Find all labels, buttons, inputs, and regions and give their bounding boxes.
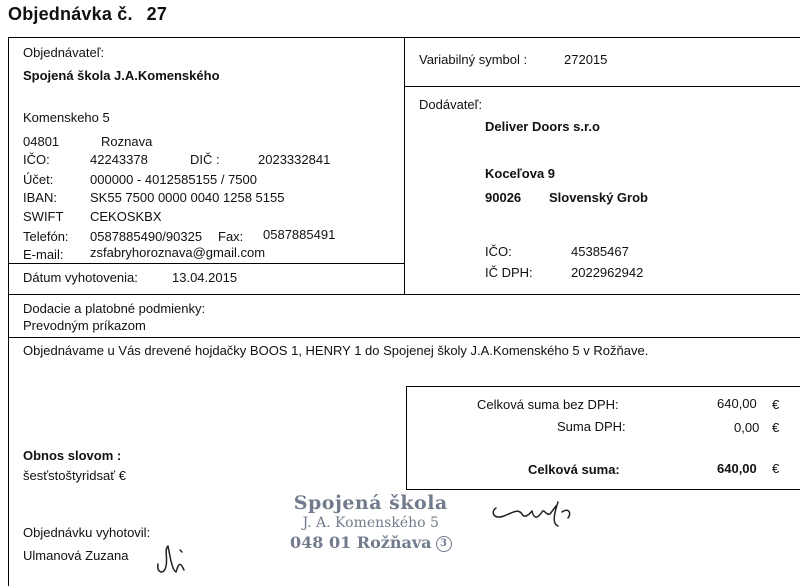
vat-currency: €: [772, 420, 780, 435]
page-title: [8, 4, 167, 25]
signature-preparer: [152, 536, 192, 580]
buyer-iban-label: IBAN:: [23, 190, 57, 205]
buyer-divider: [404, 37, 405, 294]
without-vat-currency: €: [772, 397, 780, 412]
buyer-account: 000000 - 4012585155 / 7500: [90, 172, 257, 187]
prepared-by-name: Ulmanová Zuzana: [23, 548, 129, 563]
total-currency: €: [772, 461, 780, 476]
terms-value: Prevodným príkazom: [23, 318, 146, 333]
supplier-icdph-label: IČ DPH:: [485, 265, 533, 280]
buyer-ico: 42243378: [90, 152, 148, 167]
supplier-street: Koceľova 9: [485, 166, 556, 181]
stamp-line-2: J. A. Komenského 5: [302, 515, 439, 531]
date-divider-top: [8, 263, 404, 264]
buyer-phone: 0587885490/90325: [90, 229, 203, 244]
supplier-name: Deliver Doors s.r.o: [485, 119, 600, 134]
totals-top: [406, 386, 800, 387]
supplier-ico-label: IČO:: [485, 244, 512, 259]
buyer-iban: SK55 7500 0000 0040 1258 5155: [90, 190, 285, 205]
without-vat-label: Celková suma bez DPH:: [477, 397, 619, 412]
prepared-by-label: Objednávku vyhotovil:: [23, 525, 151, 540]
amount-words-label: Obnos slovom :: [23, 448, 122, 463]
order-title: Objednávka č.: [8, 4, 133, 24]
supplier-icdph: 2022962942: [571, 265, 644, 280]
buyer-city: Roznava: [101, 134, 153, 149]
totals-bottom: [406, 489, 800, 490]
buyer-fax-label: Fax:: [218, 229, 244, 244]
buyer-street: Komenskeho 5: [23, 110, 110, 125]
buyer-email-label: E-mail:: [23, 247, 64, 262]
buyer-name: Spojená škola J.A.Komenského: [23, 68, 220, 83]
total-value: 640,00: [717, 461, 757, 476]
date-divider-bottom: [8, 294, 800, 295]
buyer-ico-label: IČO:: [23, 152, 50, 167]
variable-symbol: 272015: [564, 52, 608, 67]
stamp-line-3: [290, 533, 452, 552]
totals-left: [406, 386, 407, 490]
buyer-account-label: Účet:: [23, 172, 54, 187]
buyer-swift-label: SWIFT: [23, 209, 64, 224]
buyer-swift: CEKOSKBX: [90, 209, 162, 224]
issue-date: 13.04.2015: [172, 270, 238, 285]
without-vat-value: 640,00: [717, 396, 757, 411]
buyer-label: Objednávateľ:: [23, 45, 105, 60]
buyer-email: zsfabryhoroznava@gmail.com: [90, 245, 266, 260]
buyer-fax: 0587885491: [263, 227, 336, 242]
terms-divider: [8, 337, 800, 338]
issue-date-label: Dátum vyhotovenia:: [23, 270, 138, 285]
supplier-city: Slovenský Grob: [549, 190, 648, 205]
order-text: Objednávame u Vás drevené hojdačky BOOS 1, HENRY 1 do Spojenej školy J.A.Komenského 5 v Rožňave.: [23, 343, 649, 358]
signature-director: [488, 494, 584, 530]
vat-label: Suma DPH:: [557, 419, 626, 434]
stamp-mark: 3: [436, 536, 452, 552]
supplier-zip: 90026: [485, 190, 522, 205]
vat-value: 0,00: [734, 420, 760, 435]
variable-symbol-label: Variabilný symbol :: [419, 52, 528, 67]
frame-left: [8, 37, 9, 586]
buyer-dic-label: DIČ :: [190, 152, 220, 167]
school-stamp: [290, 492, 452, 552]
vs-divider: [404, 86, 800, 87]
buyer-zip: 04801: [23, 134, 60, 149]
stamp-line-1: Spojená škola: [293, 492, 448, 514]
supplier-ico: 45385467: [571, 244, 629, 259]
stamp-line-3-text: 048 01 Rožňava: [290, 533, 432, 552]
terms-label: Dodacie a platobné podmienky:: [23, 301, 206, 316]
total-label: Celková suma:: [528, 462, 620, 477]
amount-words-value: šesťstoštyridsať €: [23, 468, 126, 483]
buyer-phone-label: Telefón:: [23, 229, 69, 244]
buyer-dic: 2023332841: [258, 152, 331, 167]
order-number: 27: [146, 4, 168, 24]
supplier-label: Dodávateľ:: [419, 97, 483, 112]
